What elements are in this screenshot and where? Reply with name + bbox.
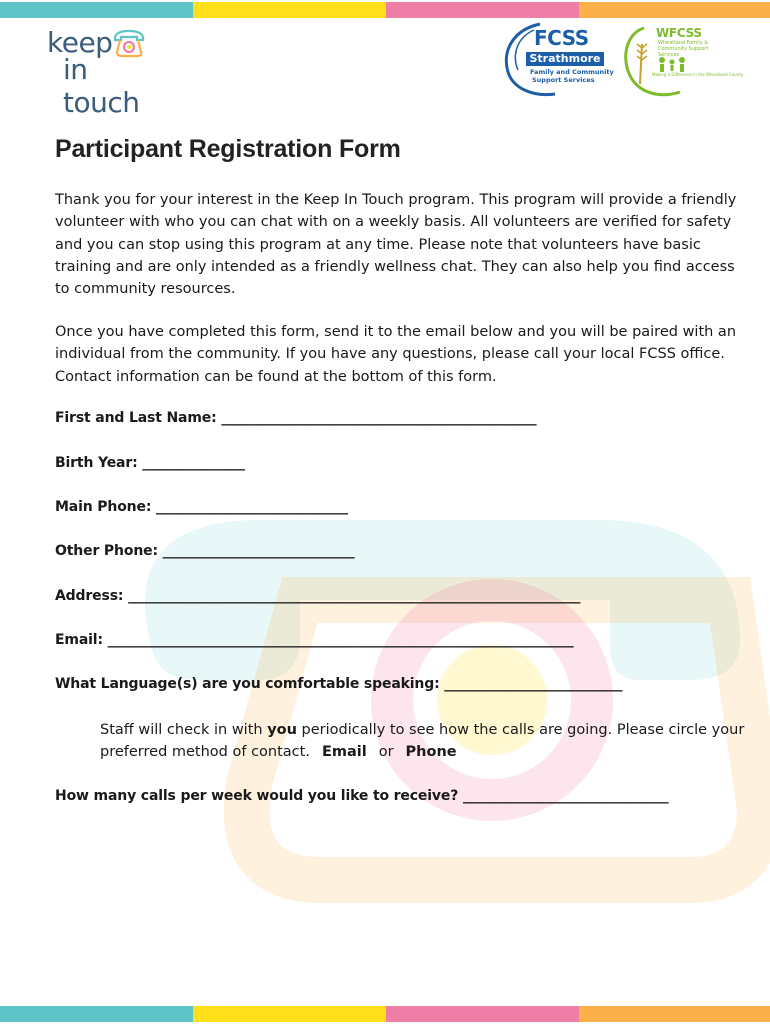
name-field[interactable]: First and Last Name: ______________________________________________	[55, 410, 537, 426]
instructions-paragraph: Once you have completed this form, send it to the email below and you will be paired with an individual from the community. If you have any questions, please call your local FCSS office. Contact information can be found at the bottom of this form.	[55, 324, 737, 385]
telephone-icon	[111, 28, 147, 58]
main-phone-field[interactable]: Main Phone: ____________________________	[55, 499, 348, 515]
fcss-title: FCSS	[534, 26, 589, 50]
language-field[interactable]: What Language(s) are you comfortable speaking: __________________________	[55, 676, 623, 692]
contact-option-phone[interactable]: Phone	[405, 744, 457, 761]
staff-text-2: periodically to see how the calls are going. Please circle your preferred method of contact.	[100, 722, 745, 761]
address-field[interactable]: Address: __________________________________________________________________	[55, 588, 581, 604]
fcss-subtitle-2: Support Services	[532, 76, 595, 84]
fcss-strathmore-logo	[500, 22, 614, 98]
fcss-band: Strathmore	[526, 52, 604, 66]
logo-line-1: keep	[47, 26, 113, 59]
wfcss-tagline: Making a Difference in the Wheatland County	[652, 72, 744, 77]
keep-in-touch-logo	[45, 26, 170, 119]
contact-method-note	[100, 719, 750, 764]
wfcss-title: WFCSS	[656, 26, 702, 40]
intro-paragraph: Thank you for your interest in the Keep In Touch program. This program will provide a friendly volunteer with who you can chat with on a weekly basis. All volunteers are verified for safety and you can stop using this program at any time. Please note that volunteers have basic training and are only intended as a friendly wellness chat. They can also help you find access to community resources.	[55, 192, 737, 298]
fcss-subtitle-1: Family and Community	[530, 68, 614, 76]
wfcss-logo	[622, 24, 744, 98]
contact-option-email[interactable]: Email	[321, 744, 367, 761]
calls-per-week-field[interactable]: How many calls per week would you like to receive? ______________________________	[55, 788, 669, 804]
staff-text-1: Staff will check in with	[100, 722, 268, 738]
birth-year-field[interactable]: Birth Year: _______________	[55, 455, 246, 471]
wfcss-subtitle: Wheatland Family & Community Support Services	[658, 40, 709, 58]
staff-emphasis-you: you	[267, 722, 297, 738]
contact-option-or: or	[378, 744, 394, 761]
other-phone-field[interactable]: Other Phone: ____________________________	[55, 543, 355, 559]
page-title: Participant Registration Form	[55, 135, 401, 163]
email-field[interactable]: Email: ____________________________________________________________________	[55, 632, 574, 648]
logo-line-2: in touch	[63, 53, 140, 119]
family-icon	[659, 57, 685, 72]
